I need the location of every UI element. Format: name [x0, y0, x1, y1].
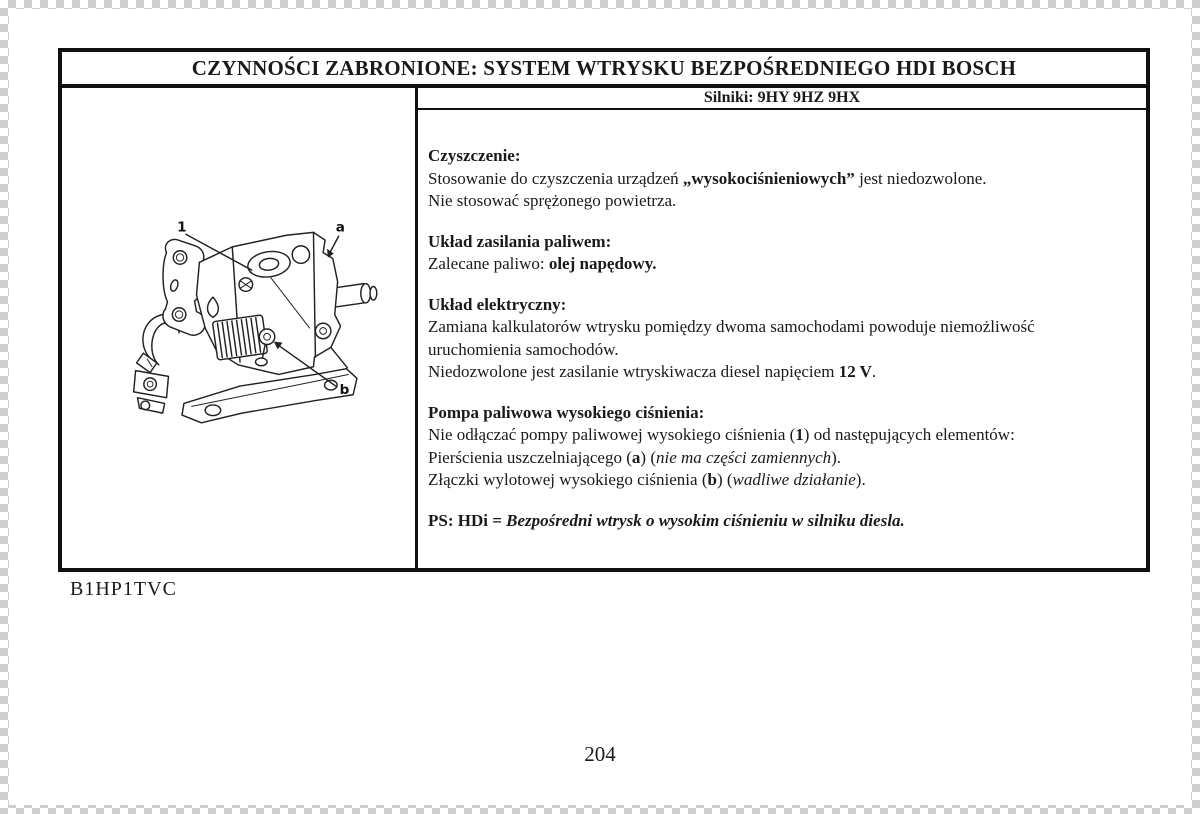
text-sections [418, 110, 1146, 550]
diagram-label-a: a [335, 219, 345, 236]
engines-header: Silniki: 9HY 9HZ 9HX [703, 89, 861, 106]
text-segment: jest niedozwolone. [854, 168, 987, 188]
section-heading: Czyszczenie: [428, 146, 521, 165]
text-segment: Stosowanie do czyszczenia urządzeń [428, 168, 683, 188]
text-line [428, 361, 1138, 384]
text-segment: 1 [795, 425, 804, 444]
text-segment: Zalecane paliwo: [428, 254, 549, 273]
text-line [428, 253, 1138, 276]
text-section [428, 510, 1138, 533]
leader-line-a [330, 236, 339, 252]
text-segment: wadliwe działanie [732, 470, 856, 489]
text-segment: ) ( [716, 470, 733, 489]
text-segment: . [871, 362, 877, 381]
text-segment: Złączki wylotowej wysokiego ciśnienia ( [428, 470, 708, 489]
diagram-cell [62, 88, 418, 568]
text-segment: Zamiana kalkulatorów wtrysku pomiędzy dwoma samochodami powoduje niemożliwość [428, 317, 1035, 336]
text-section [428, 402, 1138, 492]
section-heading: Pompa paliwowa wysokiego ciśnienia: [428, 402, 705, 422]
engines-header-row [418, 88, 1146, 110]
main-table [58, 48, 1150, 572]
text-line [428, 447, 1138, 470]
text-segment: b [707, 470, 717, 489]
text-line [428, 316, 1138, 339]
text-segment: „wysokociśnieniowych” [682, 168, 855, 188]
text-segment: uruchomienia samochodów. [428, 339, 619, 359]
text-segment: olej napędowy. [548, 254, 657, 273]
text-line [428, 510, 1138, 533]
section-heading: Układ elektryczny: [428, 294, 567, 314]
text-segment: ). [855, 470, 866, 489]
text-line [428, 469, 1138, 492]
text-segment: a [631, 447, 641, 467]
text-line [428, 339, 1138, 362]
fuel-pump-diagram [124, 210, 414, 450]
text-segment: ) ( [640, 447, 656, 467]
text-line [428, 190, 1138, 213]
text-segment: Nie odłączać pompy paliwowej wysokiego ciśnienia ( [428, 425, 796, 444]
text-segment: nie ma części zamiennych [655, 447, 832, 467]
page-number: 204 [584, 742, 616, 766]
document-page [9, 9, 1191, 805]
content-row [62, 88, 1146, 568]
diagram-label-b: b [339, 381, 350, 398]
text-line [428, 168, 1138, 191]
text-segment: 12 V [838, 362, 872, 381]
figure-code: B1HP1TVC [70, 578, 177, 600]
text-segment: ). [831, 447, 842, 467]
section-heading: Układ zasilania paliwem: [428, 231, 612, 251]
text-segment: ) od następujących elementów: [803, 425, 1015, 444]
text-segment: Nie stosować sprężonego powietrza. [428, 191, 677, 210]
text-segment: Pierścienia uszczelniającego ( [428, 447, 632, 467]
text-section [428, 231, 1138, 276]
text-line [428, 424, 1138, 447]
title-row [62, 52, 1146, 88]
page-title: CZYNNOŚCI ZABRONIONE: SYSTEM WTRYSKU BEZPOŚREDNIEGO HDI BOSCH [191, 55, 1017, 80]
text-segment: PS: HDi = [428, 510, 507, 530]
text-section [428, 145, 1138, 213]
text-segment: Bezpośredni wtrysk o wysokim ciśnieniu w silniku diesla. [506, 510, 905, 530]
text-section [428, 294, 1138, 384]
text-segment: Niedozwolone jest zasilanie wtryskiwacza diesel napięciem [428, 362, 839, 381]
diagram-label-1: 1 [177, 219, 187, 236]
text-cell [418, 88, 1146, 568]
